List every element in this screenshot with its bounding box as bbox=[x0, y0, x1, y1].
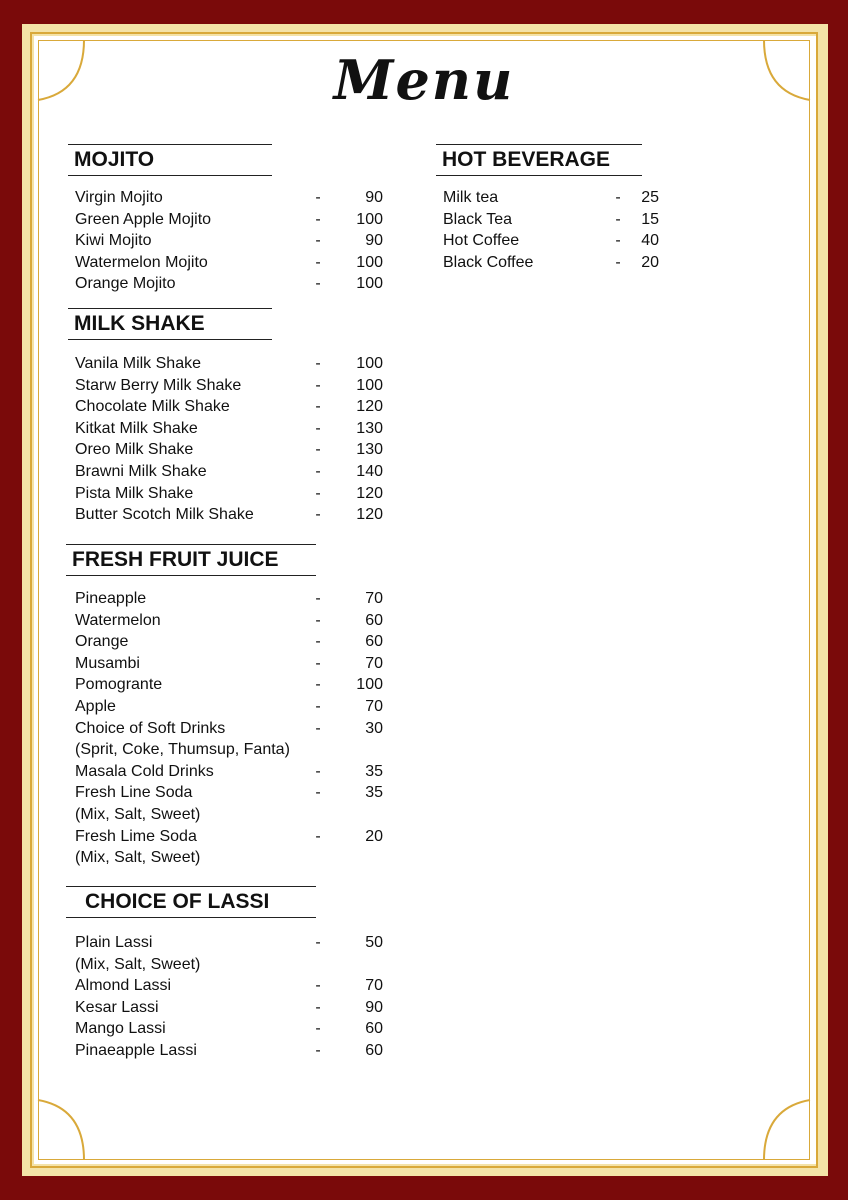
corner-bottom-right bbox=[764, 1100, 810, 1160]
section-milk-shake bbox=[68, 308, 383, 526]
item-price: 60 bbox=[365, 633, 383, 651]
item-price: 70 bbox=[365, 697, 383, 715]
item-name: Starw Berry Milk Shake bbox=[75, 376, 242, 394]
menu-item bbox=[75, 782, 383, 804]
menu-item bbox=[75, 230, 383, 252]
menu-item bbox=[75, 588, 383, 610]
menu-item bbox=[75, 826, 383, 848]
item-price: 100 bbox=[356, 253, 383, 271]
menu-item bbox=[75, 187, 383, 209]
item-price: 60 bbox=[365, 1041, 383, 1059]
item-separator: - bbox=[315, 590, 321, 607]
item-name: Kiwi Mojito bbox=[75, 232, 152, 250]
item-name: Pinaeapple Lassi bbox=[75, 1041, 197, 1059]
item-note: (Mix, Salt, Sweet) bbox=[75, 955, 201, 973]
item-name: Brawni Milk Shake bbox=[75, 462, 207, 480]
section-title: CHOICE OF LASSI bbox=[66, 886, 316, 918]
menu-item bbox=[75, 718, 383, 740]
item-name: Masala Cold Drinks bbox=[75, 762, 214, 780]
item-separator: - bbox=[315, 484, 321, 502]
item-name: Black Coffee bbox=[443, 253, 534, 271]
item-price: 70 bbox=[365, 590, 383, 607]
item-list bbox=[66, 932, 383, 1062]
menu-item bbox=[75, 209, 383, 231]
menu-item bbox=[75, 696, 383, 718]
item-separator: - bbox=[315, 419, 321, 437]
item-separator: - bbox=[315, 441, 321, 459]
item-separator: - bbox=[315, 275, 321, 293]
item-list bbox=[66, 588, 383, 869]
item-separator: - bbox=[315, 1041, 321, 1059]
section-choice-of-lassi bbox=[66, 886, 383, 1062]
item-separator: - bbox=[315, 676, 321, 694]
menu-item bbox=[75, 975, 383, 997]
item-name: Musambi bbox=[75, 654, 140, 672]
item-name: Fresh Line Soda bbox=[75, 784, 193, 802]
item-separator: - bbox=[315, 232, 321, 250]
item-separator: - bbox=[615, 253, 621, 271]
item-separator: - bbox=[315, 654, 321, 672]
section-mojito bbox=[68, 144, 383, 295]
item-price: 60 bbox=[365, 611, 383, 629]
item-price: 50 bbox=[365, 934, 383, 951]
item-separator: - bbox=[615, 210, 621, 228]
item-name: Hot Coffee bbox=[443, 232, 520, 250]
menu-item bbox=[75, 631, 383, 653]
item-price: 30 bbox=[365, 719, 383, 737]
menu-item bbox=[75, 461, 383, 483]
item-list bbox=[68, 353, 383, 526]
item-separator: - bbox=[315, 611, 321, 629]
item-separator: - bbox=[315, 977, 321, 995]
item-name: Green Apple Mojito bbox=[75, 210, 212, 228]
item-price: 140 bbox=[356, 462, 383, 480]
item-separator: - bbox=[315, 934, 321, 951]
menu-item bbox=[75, 932, 383, 954]
item-name: Plain Lassi bbox=[75, 934, 153, 951]
item-name: Apple bbox=[75, 697, 116, 715]
menu-item bbox=[443, 209, 659, 231]
section-title: FRESH FRUIT JUICE bbox=[66, 544, 316, 576]
item-name: Choice of Soft Drinks bbox=[75, 719, 226, 737]
section-fresh-fruit-juice bbox=[66, 544, 383, 869]
item-price: 130 bbox=[356, 441, 383, 459]
menu-item bbox=[75, 1040, 383, 1062]
item-name: Watermelon Mojito bbox=[75, 253, 208, 271]
item-list bbox=[436, 187, 659, 273]
item-separator: - bbox=[315, 210, 321, 228]
item-price: 60 bbox=[365, 1020, 383, 1038]
item-price: 100 bbox=[356, 376, 383, 394]
item-name: Pomogrante bbox=[75, 676, 163, 694]
item-price: 35 bbox=[365, 784, 383, 802]
item-separator: - bbox=[315, 827, 321, 845]
menu-item bbox=[75, 418, 383, 440]
item-name: Kesar Lassi bbox=[75, 998, 159, 1016]
section-title: MILK SHAKE bbox=[68, 308, 272, 340]
section-hot-beverage bbox=[436, 144, 659, 273]
item-price: 20 bbox=[365, 827, 383, 845]
menu-item bbox=[443, 187, 659, 209]
item-price: 35 bbox=[365, 762, 383, 780]
item-price: 90 bbox=[365, 998, 383, 1016]
item-separator: - bbox=[315, 1020, 321, 1038]
item-price: 120 bbox=[356, 506, 383, 524]
item-name: Pista Milk Shake bbox=[75, 484, 194, 502]
menu-item bbox=[75, 504, 383, 526]
menu-item bbox=[75, 674, 383, 696]
section-title: HOT BEVERAGE bbox=[436, 144, 642, 176]
item-name: Butter Scotch Milk Shake bbox=[75, 506, 254, 524]
menu-title: Menu bbox=[333, 48, 515, 112]
menu-item bbox=[75, 1018, 383, 1040]
item-name: Fresh Lime Soda bbox=[75, 827, 197, 845]
item-separator: - bbox=[315, 398, 321, 416]
item-separator: - bbox=[315, 719, 321, 737]
item-price: 90 bbox=[365, 189, 383, 206]
item-name: Orange bbox=[75, 633, 129, 651]
menu-item bbox=[75, 610, 383, 632]
item-name: Chocolate Milk Shake bbox=[75, 398, 230, 416]
menu-item bbox=[75, 273, 383, 295]
item-price: 100 bbox=[356, 676, 383, 694]
item-name: Milk tea bbox=[443, 189, 499, 206]
item-separator: - bbox=[315, 506, 321, 524]
menu-item bbox=[75, 396, 383, 418]
item-name: Pineapple bbox=[75, 590, 147, 607]
item-name: Kitkat Milk Shake bbox=[75, 419, 198, 437]
item-name: Almond Lassi bbox=[75, 977, 172, 995]
menu-item bbox=[75, 375, 383, 397]
menu-item bbox=[75, 653, 383, 675]
menu-item bbox=[443, 230, 659, 252]
item-separator: - bbox=[315, 697, 321, 715]
item-name: Watermelon bbox=[75, 611, 161, 629]
item-price: 120 bbox=[356, 398, 383, 416]
menu-item bbox=[75, 483, 383, 505]
item-note: (Mix, Salt, Sweet) bbox=[75, 805, 201, 823]
item-note: (Mix, Salt, Sweet) bbox=[75, 849, 201, 867]
item-name: Mango Lassi bbox=[75, 1020, 166, 1038]
item-name: Oreo Milk Shake bbox=[75, 441, 194, 459]
item-price: 90 bbox=[365, 232, 383, 250]
item-list bbox=[68, 187, 383, 295]
menu-item bbox=[75, 252, 383, 274]
item-separator: - bbox=[315, 762, 321, 780]
item-name: Black Tea bbox=[443, 210, 513, 228]
item-separator: - bbox=[315, 189, 321, 206]
corner-bottom-left bbox=[38, 1100, 84, 1160]
item-price: 15 bbox=[641, 210, 659, 228]
item-price: 100 bbox=[356, 210, 383, 228]
menu-item bbox=[443, 252, 659, 274]
item-name: Virgin Mojito bbox=[75, 189, 163, 206]
item-price: 100 bbox=[356, 275, 383, 293]
item-separator: - bbox=[315, 376, 321, 394]
item-separator: - bbox=[615, 232, 621, 250]
menu-item bbox=[75, 761, 383, 783]
item-name: Orange Mojito bbox=[75, 275, 176, 293]
item-price: 100 bbox=[356, 355, 383, 372]
item-separator: - bbox=[315, 253, 321, 271]
section-title: MOJITO bbox=[68, 144, 272, 176]
menu-item bbox=[75, 439, 383, 461]
menu-item bbox=[75, 353, 383, 375]
item-separator: - bbox=[315, 633, 321, 651]
item-separator: - bbox=[315, 462, 321, 480]
item-price: 40 bbox=[641, 232, 659, 250]
item-price: 70 bbox=[365, 654, 383, 672]
item-separator: - bbox=[315, 998, 321, 1016]
menu-item bbox=[75, 997, 383, 1019]
item-price: 120 bbox=[356, 484, 383, 502]
item-price: 20 bbox=[641, 253, 659, 271]
item-separator: - bbox=[315, 355, 321, 372]
item-price: 25 bbox=[641, 189, 659, 206]
item-note: (Sprit, Coke, Thumsup, Fanta) bbox=[75, 741, 290, 759]
item-separator: - bbox=[315, 784, 321, 802]
item-name: Vanila Milk Shake bbox=[75, 355, 201, 372]
item-price: 130 bbox=[356, 419, 383, 437]
item-separator: - bbox=[615, 189, 621, 206]
item-price: 70 bbox=[365, 977, 383, 995]
